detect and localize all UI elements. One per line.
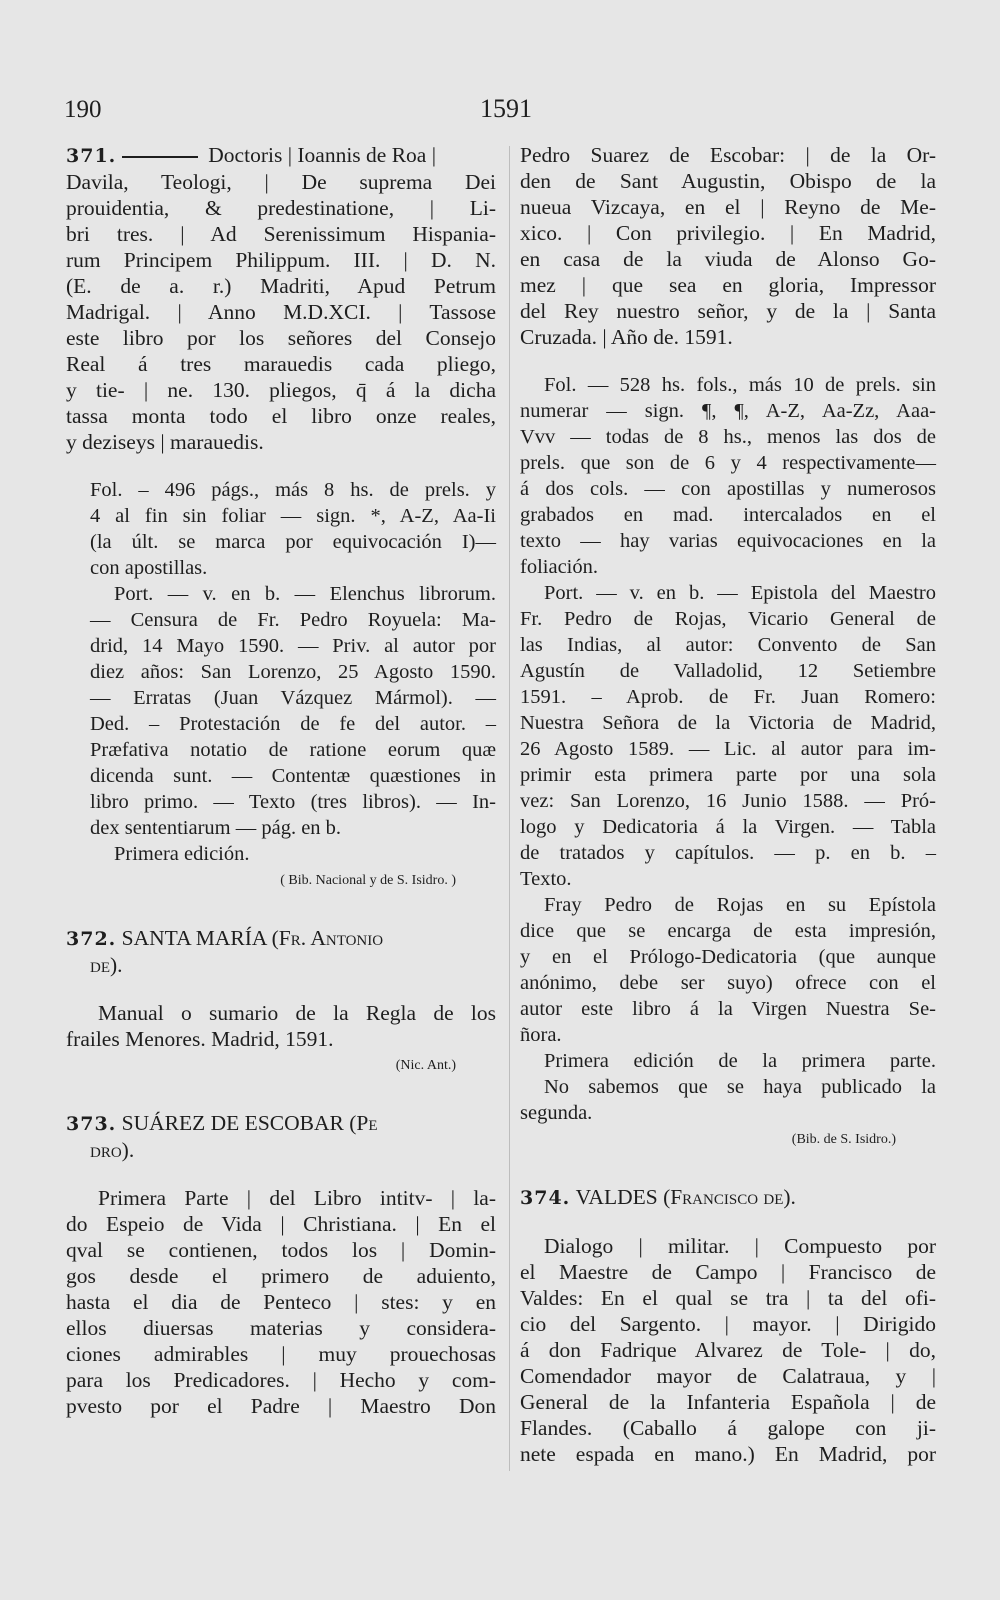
text-line: Madrigal. | Anno M.D.XCI. | Tassose <box>66 300 496 324</box>
source-citation: (Bib. de S. Isidro.) <box>791 1132 896 1147</box>
entry-372-heading <box>66 925 496 952</box>
text-line: xico. | Con privilegio. | En Madrid, <box>520 221 936 245</box>
text-line: rum Principem Philippum. III. | D. N. <box>66 248 496 272</box>
note-line: numerar — sign. ¶, ¶, A-Z, Aa-Zz, Aaa- <box>520 400 936 422</box>
note-line: texto — hay varias equivocaciones en la <box>520 530 936 552</box>
note-line: anónimo, debe ser suyo) ofrece con el <box>520 972 936 994</box>
note-line: — Erratas (Juan Vázquez Mármol). — <box>90 687 496 709</box>
note-line: Vvv — todas de 8 hs., menos las dos de <box>520 426 936 448</box>
note-line: dicenda sunt. — Contentæ quæstiones in <box>90 765 496 787</box>
author-heading-cont: dro). <box>90 1138 135 1162</box>
text-line: y deziseys | marauedis. <box>66 430 264 454</box>
note-line: No sabemos que se haya publicado la <box>544 1076 936 1098</box>
text-line: Flandes. (Caballo á galope con ji- <box>520 1416 936 1440</box>
text-line: Cruzada. | Año de. 1591. <box>520 325 733 349</box>
text-line: nete espada en mano.) En Madrid, por <box>520 1442 936 1466</box>
note-line: 1591. – Aprob. de Fr. Juan Romero: <box>520 686 936 708</box>
note-line: drid, 14 Mayo 1590. — Priv. al autor por <box>90 635 496 657</box>
text-line: Manual o sumario de la Regla de los <box>98 1001 496 1025</box>
entry-371-first-line: 371. Doctoris | Ioannis de Roa | <box>66 143 437 167</box>
text-line: á don Fadrique Alvarez de Tole- | do, <box>520 1338 936 1362</box>
text-line: este libro por los señores del Consejo <box>66 326 496 350</box>
text-line: Valdes: En el qual se tra | ta del ofi- <box>520 1286 936 1310</box>
note-line: Port. — v. en b. — Epistola del Maestro <box>544 582 936 604</box>
note-line: ñora. <box>520 1024 562 1046</box>
text-line: bri tres. | Ad Serenissimum Hispania- <box>66 222 496 246</box>
text-line: para los Predicadores. | Hecho y com- <box>66 1368 496 1392</box>
text-line: mez | que sea en gloria, Impressor <box>520 273 936 297</box>
note-line: Fol. — 528 hs. fols., más 10 de prels. sin <box>544 374 936 396</box>
source-citation: (Nic. Ant.) <box>395 1058 456 1073</box>
entry-371-notes <box>66 477 496 867</box>
note-line: Nuestra Señora de la Victoria de Madrid, <box>520 712 936 734</box>
source-citation: ( Bib. Nacional y de S. Isidro. ) <box>280 873 456 888</box>
note-line: — Censura de Fr. Pedro Royuela: Ma- <box>90 609 496 631</box>
note-line: autor este libro á la Virgen Nuestra Se- <box>520 998 936 1020</box>
entry-number: 373. <box>66 1113 117 1135</box>
entry-373-notes <box>520 372 936 1126</box>
text-line: Real á tres marauedis cada pliego, <box>66 352 496 376</box>
text-line: pvesto por el Padre | Maestro Don <box>66 1394 496 1418</box>
note-line: Fol. – 496 págs., más 8 hs. de prels. y <box>90 479 496 501</box>
text-line: ellos diuersas materias y considera- <box>66 1316 496 1340</box>
text-line: y tie- | ne. 130. pliegos, q̄ á la dicha <box>66 378 496 402</box>
text-line: Primera Parte | del Libro intitv- | la- <box>98 1186 496 1210</box>
note-line: foliación. <box>520 556 598 578</box>
note-line: 26 Agosto 1589. — Lic. al autor para im- <box>520 738 936 760</box>
note-line: Primera edición de la primera parte. <box>544 1050 936 1072</box>
note-line: y en el Prólogo-Dedicatoria (que aunque <box>520 946 936 968</box>
note-line: dex sententiarum — pág. en b. <box>90 817 342 839</box>
text-line: den de Sant Augustin, Obispo de la <box>520 169 936 193</box>
note-line: diez años: San Lorenzo, 25 Agosto 1590. <box>90 661 496 683</box>
note-line: las Indias, al autor: Convento de San <box>520 634 936 656</box>
page-number: 190 <box>64 96 102 123</box>
right-column <box>520 142 936 1467</box>
text-line: Pedro Suarez de Escobar: | de la Or- <box>520 143 936 167</box>
note-line: grabados en mad. intercalados en el <box>520 504 936 526</box>
note-line: Texto. <box>520 868 572 890</box>
entry-374-heading <box>520 1184 936 1211</box>
text-line: frailes Menores. Madrid, 1591. <box>66 1027 334 1051</box>
entry-373-heading <box>66 1110 496 1137</box>
text-line: gos desde el primero de aduiento, <box>66 1264 496 1288</box>
text-line: qval se contienen, todos los | Domin- <box>66 1238 496 1262</box>
text-line: nueua Vizcaya, en el | Reyno de Me- <box>520 195 936 219</box>
note-line: 4 al fin sin foliar — sign. *, A-Z, Aa-Ii <box>90 505 496 527</box>
author-heading-cont: de). <box>90 953 123 977</box>
author-heading: VALDES (Francisco de). <box>575 1185 796 1209</box>
note-line: Fr. Pedro de Rojas, Vicario General de <box>520 608 936 630</box>
entry-number: 374. <box>520 1187 571 1209</box>
note-line: con apostillas. <box>90 557 208 579</box>
note-line: dice que se encarga de esta impresión, <box>520 920 936 942</box>
entry-number: 371. <box>66 145 117 167</box>
text-line: en casa de la viuda de Alonso Go- <box>520 247 936 271</box>
author-heading: SUÁREZ DE ESCOBAR (Pe <box>121 1111 378 1135</box>
text-line: Davila, Teologi, | De suprema Dei <box>66 170 496 194</box>
author-heading: SANTA MARÍA (Fr. Antonio <box>121 926 384 950</box>
note-line: logo y Dedicatoria á la Virgen. — Tabla <box>520 816 936 838</box>
text-line: Dialogo | militar. | Compuesto por <box>544 1234 936 1258</box>
note-line: Port. — v. en b. — Elenchus librorum. <box>114 583 496 605</box>
text-line: el Maestre de Campo | Francisco de <box>520 1260 936 1284</box>
note-line: de tratados y capítulos. — p. en b. – <box>520 842 936 864</box>
note-line: Fray Pedro de Rojas en su Epístola <box>544 894 936 916</box>
text-line: cio del Sargento. | mayor. | Dirigido <box>520 1312 936 1336</box>
note-line: (la últ. se marca por equivocación I)— <box>90 531 496 553</box>
note-line: libro primo. — Texto (tres libros). — In- <box>90 791 496 813</box>
text-line: ciones admirables | muy prouechosas <box>66 1342 496 1366</box>
note-line: vez: San Lorenzo, 16 Junio 1588. — Pró- <box>520 790 936 812</box>
note-line: primir esta primera parte por una sola <box>520 764 936 786</box>
column-divider <box>509 146 510 1471</box>
note-line: Ded. – Protestación de fe del autor. – <box>90 713 496 735</box>
ditto-dash <box>122 156 198 158</box>
text-line: do Espeio de Vida | Christiana. | En el <box>66 1212 496 1236</box>
text-line: Comendador mayor de Calatraua, y | <box>520 1364 936 1388</box>
note-line: á dos cols. — con apostillas y numerosos <box>520 478 936 500</box>
note-line: Agustín de Valladolid, 12 Setiembre <box>520 660 936 682</box>
note-line: Primera edición. <box>114 843 250 865</box>
text-line: General de la Infanteria Española | de <box>520 1390 936 1414</box>
note-line: Præfativa notatio de ratione eorum quæ <box>90 739 496 761</box>
note-line: prels. que son de 6 y 4 respectivamente— <box>520 452 936 474</box>
running-head-year: 1591 <box>480 94 532 123</box>
text-line: del Rey nuestro señor, y de la | Santa <box>520 299 936 323</box>
note-line: segunda. <box>520 1102 593 1124</box>
left-column <box>66 142 496 1419</box>
text-line: tassa monta todo el libro onze reales, <box>66 404 496 428</box>
text-line: hasta el dia de Penteco | stes: y en <box>66 1290 496 1314</box>
entry-number: 372. <box>66 928 117 950</box>
text-line: prouidentia, & predestinatione, | Li- <box>66 196 496 220</box>
text-line: (E. de a. r.) Madriti, Apud Petrum <box>66 274 496 298</box>
